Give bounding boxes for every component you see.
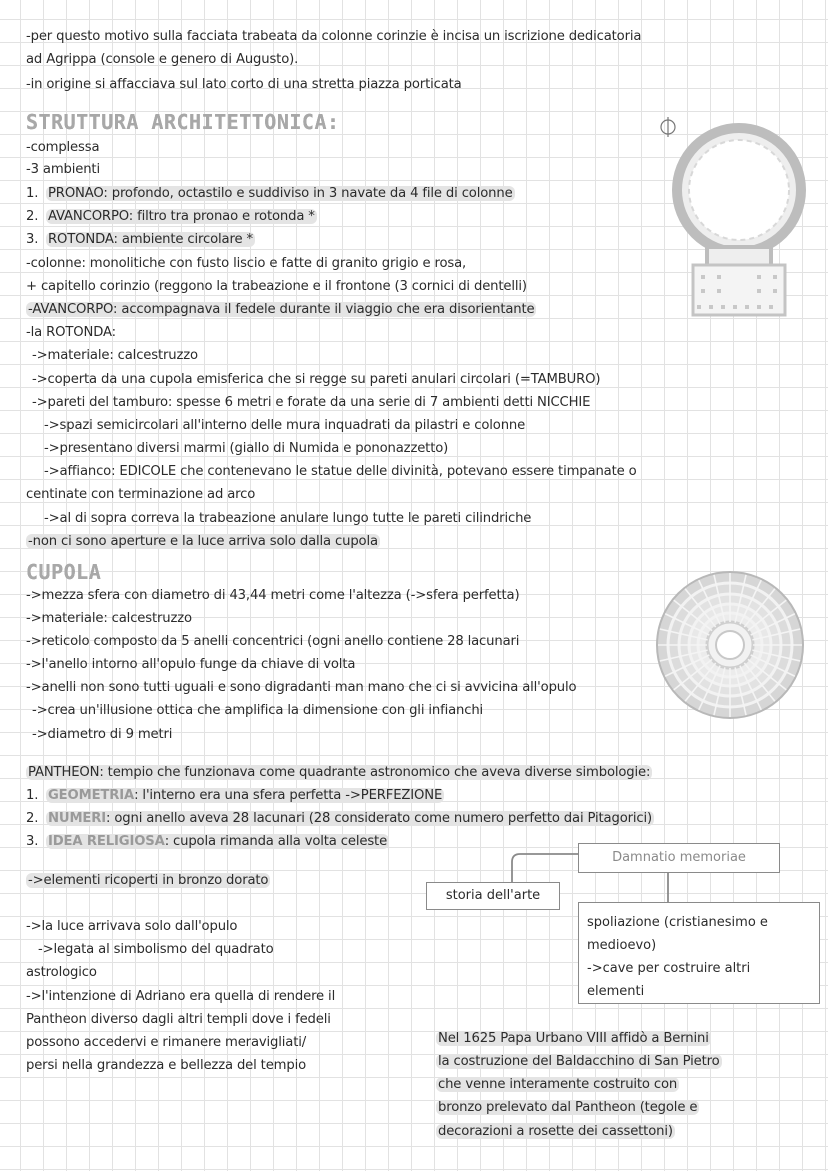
- bernini-line-5-text: decorazioni a rosette dei cassettoni): [438, 1124, 673, 1139]
- nicchie-spazi: ->spazi semicircolari all'interno delle mura inquadrati da pilastri e colonne: [44, 418, 526, 433]
- item-number: 1.: [26, 186, 39, 201]
- edicole-line-2: centinate con terminazione ad arco: [26, 487, 256, 502]
- avancorpo-text: -AVANCORPO: accompagnava il fedele durante il viaggio che era disorientante: [28, 302, 535, 317]
- item-text: ROTONDA: ambiente circolare *: [48, 232, 253, 247]
- item-label: NUMERI: [48, 811, 107, 826]
- struttura-ambienti: -3 ambienti: [26, 162, 100, 177]
- rotonda-coperta: ->coperta da una cupola emisferica che si regge su pareti anulari circolari (=TAMBURO): [32, 372, 601, 387]
- rotonda-line: -la ROTONDA:: [26, 325, 116, 340]
- aperture-text: -non ci sono aperture e la luce arriva solo dalla cupola: [28, 534, 378, 549]
- item-text: PRONAO: profondo, octastilo e suddiviso in 3 navate da 4 file di colonne: [48, 186, 513, 201]
- item-number: 3.: [26, 834, 39, 849]
- struttura-heading: STRUTTURA ARCHITETTONICA:: [26, 110, 340, 134]
- pantheon-dome-coffers: [655, 570, 805, 720]
- cupola-line-6: ->crea un'illusione ottica che amplifica la dimensione con gli infianchi: [32, 703, 484, 718]
- item-text: : ogni anello aveva 28 lacunari (28 considerato come numero perfetto dai Pitagorici): [106, 811, 653, 826]
- bernini-line-2: [436, 1052, 722, 1072]
- cupola-line-1: ->mezza sfera con diametro di 43,44 metri come l'altezza (->sfera perfetta): [26, 588, 520, 603]
- cupola-line-7: ->diametro di 9 metri: [32, 727, 173, 742]
- ambiente-item-3: [26, 230, 255, 250]
- bronzo-text: ->elementi ricoperti in bronzo dorato: [28, 873, 269, 888]
- spoliazione-line-1: spoliazione (cristianesimo e: [587, 915, 768, 930]
- item-label: IDEA RELIGIOSA: [48, 834, 165, 849]
- item-number: 2.: [26, 811, 39, 826]
- cupola-line-2: ->materiale: calcestruzzo: [26, 611, 192, 626]
- struttura-complessa: -complessa: [26, 140, 100, 155]
- intro-line-3: -in origine si affacciava sul lato corto di una stretta piazza porticata: [26, 77, 462, 92]
- adriano-line-4: persi nella grandezza e bellezza del tempio: [26, 1058, 307, 1073]
- simbologia-item-3: [26, 832, 389, 852]
- mindmap-spoliazione-box: [578, 902, 820, 1004]
- item-number: 2.: [26, 209, 39, 224]
- mindmap-damnatio-label: Damnatio memoriae: [612, 850, 746, 865]
- nicchie-marmi: ->presentano diversi marmi (giallo di Numida e pononazzetto): [44, 441, 449, 456]
- simbologia-item-1: [26, 786, 444, 806]
- bronzo-line: [26, 871, 270, 891]
- pantheon-intro-text: PANTHEON: tempio che funzionava come quadrante astronomico che aveva diverse simbologie:: [28, 765, 651, 780]
- item-label: GEOMETRIA: [48, 788, 135, 803]
- item-text: : l'interno era una sfera perfetta ->PERFEZIONE: [134, 788, 443, 803]
- mindmap-storia-box: [426, 882, 560, 910]
- bernini-line-1-text: Nel 1625 Papa Urbano VIII affidò a Bernini: [438, 1031, 709, 1046]
- bernini-line-4-text: bronzo prelevato dal Pantheon (tegole e: [438, 1100, 698, 1115]
- simbologia-item-2: [26, 809, 654, 829]
- luce-line-1: ->la luce arrivava solo dall'opulo: [26, 919, 238, 934]
- bernini-line-1: [436, 1029, 711, 1049]
- pantheon-intro: [26, 763, 652, 783]
- spoliazione-line-2: medioevo): [587, 938, 657, 953]
- bernini-line-5: [436, 1122, 675, 1142]
- pantheon-floor-plan: [655, 115, 815, 330]
- avancorpo-line: [26, 300, 536, 320]
- luce-line-2: ->legata al simbolismo del quadrato: [38, 942, 274, 957]
- adriano-line-2: Pantheon diverso dagli altri templi dove i fedeli: [26, 1012, 331, 1027]
- cupola-line-5: ->anelli non sono tutti uguali e sono digradanti man mano che ci si avvicina all'opulo: [26, 680, 577, 695]
- cupola-heading: CUPOLA: [26, 560, 102, 584]
- aperture-line: [26, 532, 380, 552]
- mindmap-damnatio-box: [578, 843, 780, 873]
- bernini-line-4: [436, 1098, 699, 1118]
- mindmap-storia-label: storia dell'arte: [445, 888, 541, 903]
- item-number: 1.: [26, 788, 39, 803]
- item-number: 3.: [26, 232, 39, 247]
- colonne-line-1: -colonne: monolitiche con fusto liscio e fatte di granito grigio e rosa,: [26, 256, 467, 271]
- item-text: AVANCORPO: filtro tra pronao e rotonda *: [48, 209, 315, 224]
- cupola-line-3: ->reticolo composto da 5 anelli concentrici (ogni anello contiene 28 lacunari: [26, 634, 520, 649]
- colonne-line-2: + capitello corinzio (reggono la trabeazione e il frontone (3 cornici di dentelli): [26, 279, 527, 294]
- bernini-line-3: [436, 1075, 679, 1095]
- ambiente-item-2: [26, 207, 317, 227]
- intro-line-2: ad Agrippa (console e genero di Augusto).: [26, 52, 299, 67]
- luce-line-3: astrologico: [26, 965, 97, 980]
- rotonda-pareti: ->pareti del tamburo: spesse 6 metri e forate da una serie di 7 ambienti detti NICCHIE: [32, 395, 591, 410]
- spoliazione-line-4: elementi: [587, 984, 645, 999]
- bernini-line-2-text: la costruzione del Baldacchino di San Pietro: [438, 1054, 720, 1069]
- spoliazione-line-3: ->cave per costruire altri: [587, 961, 751, 976]
- bernini-line-3-text: che venne interamente costruito con: [438, 1077, 678, 1092]
- item-text: : cupola rimanda alla volta celeste: [164, 834, 388, 849]
- edicole-line-1: ->affianco: EDICOLE che contenevano le statue delle divinità, potevano essere timpanate o: [44, 464, 637, 479]
- adriano-line-3: possono accedervi e rimanere meravigliati/: [26, 1035, 307, 1050]
- ambiente-item-1: [26, 184, 515, 204]
- intro-line-1: -per questo motivo sulla facciata trabeata da colonne corinzie è incisa un iscrizione dedicatoria: [26, 29, 642, 44]
- rotonda-materiale: ->materiale: calcestruzzo: [32, 348, 198, 363]
- trabeazione-line: ->al di sopra correva la trabeazione anulare lungo tutte le pareti cilindriche: [44, 511, 532, 526]
- adriano-line-1: ->l'intenzione di Adriano era quella di rendere il: [26, 989, 336, 1004]
- cupola-line-4: ->l'anello intorno all'opulo funge da chiave di volta: [26, 657, 356, 672]
